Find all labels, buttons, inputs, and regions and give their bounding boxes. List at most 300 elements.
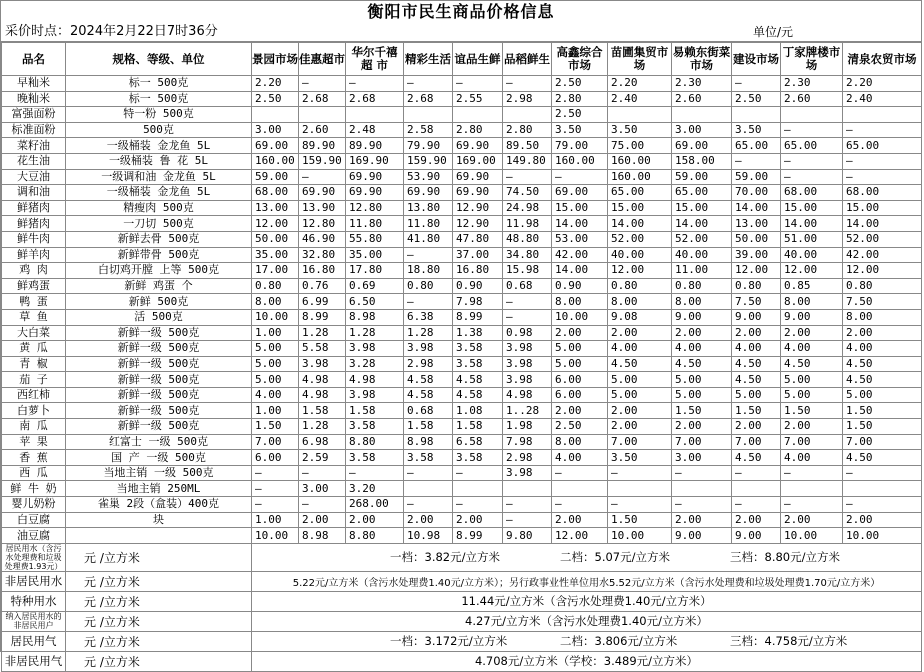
price-cell: — (404, 294, 453, 310)
price-cell: 53.00 (552, 231, 608, 247)
price-cell: 89.50 (503, 138, 552, 154)
product-spec: 新鲜 鸡蛋 个 (66, 278, 252, 294)
price-cell: 2.00 (453, 512, 503, 528)
price-cell: 3.58 (453, 450, 503, 466)
price-cell: 2.30 (672, 76, 732, 92)
product-spec: 新鲜去骨 500克 (66, 231, 252, 247)
price-cell (503, 107, 552, 123)
price-cell: 169.00 (453, 153, 503, 169)
price-cell: 5.00 (732, 387, 781, 403)
price-cell: 12.90 (453, 216, 503, 232)
price-cell: 32.80 (299, 247, 346, 263)
price-cell: 7.00 (672, 434, 732, 450)
price-cell (781, 481, 843, 497)
product-name: 西红柿 (2, 387, 66, 403)
price-cell: — (299, 169, 346, 185)
price-cell: 69.90 (453, 169, 503, 185)
product-spec: 标一 500克 (66, 76, 252, 92)
price-cell: 1.98 (503, 419, 552, 435)
price-cell: 10.00 (781, 528, 843, 544)
price-cell: 46.90 (299, 231, 346, 247)
utility-content: 11.44元/立方米（含污水处理费1.40元/立方米） (461, 594, 712, 609)
table-row (2, 512, 922, 528)
price-cell: 4.58 (404, 387, 453, 403)
price-cell: 69.90 (346, 185, 404, 201)
product-name: 富强面粉 (2, 107, 66, 123)
table-row (2, 497, 922, 513)
product-name: 青 椒 (2, 356, 66, 372)
utility-price (252, 571, 922, 591)
price-cell: 2.00 (672, 325, 732, 341)
price-cell: 2.00 (781, 512, 843, 528)
price-cell: — (404, 465, 453, 481)
price-cell: 4.50 (781, 356, 843, 372)
price-cell: 47.80 (453, 231, 503, 247)
utility-name: 居民用气 (2, 631, 66, 651)
price-cell: 149.80 (503, 153, 552, 169)
price-cell: 5.00 (781, 372, 843, 388)
product-spec (66, 528, 252, 544)
price-cell: 2.00 (732, 512, 781, 528)
product-spec: 雀巢 2段（盒装）400克 (66, 497, 252, 513)
price-cell: 4.98 (299, 372, 346, 388)
utility-price (252, 611, 922, 631)
price-cell: 3.50 (608, 122, 672, 138)
price-cell: 2.00 (552, 512, 608, 528)
price-cell: — (503, 497, 552, 513)
price-cell: 3.50 (608, 450, 672, 466)
price-cell (453, 481, 503, 497)
column-header: 规格、等级、单位 (66, 43, 252, 76)
price-cell: 12.80 (299, 216, 346, 232)
price-cell: 1.50 (672, 403, 732, 419)
price-cell: 3.00 (672, 450, 732, 466)
price-cell: 3.50 (552, 122, 608, 138)
price-cell: — (608, 465, 672, 481)
utility-tier: 一档：3.82元/立方米 (390, 550, 500, 565)
price-cell: 0.68 (503, 278, 552, 294)
price-cell: 2.00 (346, 512, 404, 528)
table-row (2, 528, 922, 544)
table-row (2, 169, 922, 185)
price-cell: 2.00 (672, 512, 732, 528)
price-cell: 10.98 (404, 528, 453, 544)
product-name: 调和油 (2, 185, 66, 201)
price-cell: 14.00 (732, 200, 781, 216)
price-cell: 37.00 (453, 247, 503, 263)
product-spec: 块 (66, 512, 252, 528)
header-row (2, 43, 922, 76)
price-cell: 12.00 (732, 263, 781, 279)
price-cell: 2.30 (781, 76, 843, 92)
price-cell (732, 107, 781, 123)
price-cell: 2.50 (732, 91, 781, 107)
price-cell: 160.00 (252, 153, 299, 169)
price-cell: 8.98 (346, 309, 404, 325)
price-cell: 169.90 (346, 153, 404, 169)
price-cell: 2.60 (781, 91, 843, 107)
column-header: 高鑫综合市场 (552, 43, 608, 76)
price-cell: 69.00 (552, 185, 608, 201)
price-cell: — (503, 309, 552, 325)
product-spec: 新鲜一级 500克 (66, 387, 252, 403)
price-cell: 5.00 (672, 387, 732, 403)
column-header: 品稻鲜生 (503, 43, 552, 76)
utility-content: 4.708元/立方米（学校：3.489元/立方米） (474, 654, 699, 669)
price-cell: 40.00 (781, 247, 843, 263)
price-cell (404, 107, 453, 123)
price-cell: 1.28 (299, 325, 346, 341)
price-cell: 12.80 (346, 200, 404, 216)
price-cell: — (843, 497, 922, 513)
price-cell: 2.59 (299, 450, 346, 466)
price-cell: 2.80 (552, 91, 608, 107)
product-spec: 当地主销 250ML (66, 481, 252, 497)
table-row (2, 247, 922, 263)
price-cell: 8.80 (346, 528, 404, 544)
price-cell: 4.50 (732, 372, 781, 388)
price-cell: 40.00 (672, 247, 732, 263)
price-cell (608, 481, 672, 497)
product-name: 白豆腐 (2, 512, 66, 528)
price-cell: 9.00 (781, 309, 843, 325)
column-header: 丁家牌楼市场 (781, 43, 843, 76)
price-cell: 59.00 (672, 169, 732, 185)
price-cell: 3.98 (404, 341, 453, 357)
price-cell: 10.00 (843, 528, 922, 544)
price-cell: 65.00 (732, 138, 781, 154)
price-cell: 15.00 (781, 200, 843, 216)
price-cell: 12.00 (843, 263, 922, 279)
price-cell: 13.00 (732, 216, 781, 232)
price-cell: 1.28 (404, 325, 453, 341)
price-cell: — (732, 497, 781, 513)
price-cell: 2.20 (608, 76, 672, 92)
price-cell: 7.50 (843, 294, 922, 310)
price-cell: 9.00 (732, 528, 781, 544)
table-row (2, 200, 922, 216)
price-cell: 12.90 (453, 200, 503, 216)
price-cell (299, 107, 346, 123)
price-cell (552, 481, 608, 497)
product-name: 鲜羊肉 (2, 247, 66, 263)
price-cell: — (252, 481, 299, 497)
price-cell: 59.00 (732, 169, 781, 185)
price-cell: 55.80 (346, 231, 404, 247)
utility-tier: 二档：5.07元/立方米 (560, 550, 670, 565)
product-name: 鲜鸡蛋 (2, 278, 66, 294)
price-cell: — (732, 76, 781, 92)
price-cell: 69.90 (299, 185, 346, 201)
price-cell: 1.50 (781, 403, 843, 419)
price-cell: — (781, 169, 843, 185)
table-row (2, 481, 922, 497)
price-cell: 6.38 (404, 309, 453, 325)
price-cell: 40.00 (608, 247, 672, 263)
utility-unit: 元 /立方米 (66, 611, 252, 631)
price-cell: 8.00 (252, 294, 299, 310)
price-cell: — (503, 76, 552, 92)
price-cell: — (453, 497, 503, 513)
utility-row (2, 543, 922, 571)
price-cell: — (404, 247, 453, 263)
product-spec: 一级桶装 金龙鱼 5L (66, 185, 252, 201)
price-cell: — (781, 122, 843, 138)
price-cell: 160.00 (552, 153, 608, 169)
product-name: 鲜猪肉 (2, 216, 66, 232)
price-cell: 1.50 (732, 403, 781, 419)
product-name: 南 瓜 (2, 419, 66, 435)
product-name: 大白菜 (2, 325, 66, 341)
price-cell: 50.00 (732, 231, 781, 247)
price-cell: 79.00 (552, 138, 608, 154)
price-cell (252, 107, 299, 123)
price-cell: 5.00 (552, 341, 608, 357)
price-cell: 48.80 (503, 231, 552, 247)
price-cell: 7.98 (453, 294, 503, 310)
price-cell: 1.58 (299, 403, 346, 419)
utility-tier: 三档：8.80元/立方米 (730, 550, 840, 565)
table-row (2, 294, 922, 310)
price-cell: 2.50 (252, 91, 299, 107)
utility-tier: 一档：3.172元/立方米 (390, 634, 508, 649)
product-name: 黄 瓜 (2, 341, 66, 357)
price-cell: 1.50 (608, 512, 672, 528)
price-cell: — (299, 76, 346, 92)
price-cell: 7.50 (732, 294, 781, 310)
price-cell: 5.00 (672, 372, 732, 388)
price-cell: 4.98 (346, 372, 404, 388)
price-cell: 14.00 (608, 216, 672, 232)
price-cell: — (552, 497, 608, 513)
price-cell: — (453, 465, 503, 481)
price-cell: 4.00 (843, 341, 922, 357)
price-cell: 3.98 (503, 465, 552, 481)
price-cell: 4.00 (552, 450, 608, 466)
price-cell: 2.80 (453, 122, 503, 138)
price-cell: 15.00 (608, 200, 672, 216)
price-cell: 1.00 (252, 325, 299, 341)
product-spec: 国 产 一级 500克 (66, 450, 252, 466)
price-cell: 0.80 (843, 278, 922, 294)
price-cell: 4.50 (608, 356, 672, 372)
price-cell: 1.38 (453, 325, 503, 341)
price-rows (2, 76, 922, 544)
price-cell: — (503, 512, 552, 528)
price-cell: — (552, 465, 608, 481)
price-cell: — (843, 122, 922, 138)
price-cell: 14.00 (552, 216, 608, 232)
price-cell: 8.80 (346, 434, 404, 450)
price-cell: 42.00 (552, 247, 608, 263)
price-cell: 8.00 (843, 309, 922, 325)
utility-row (2, 611, 922, 631)
utility-price (252, 651, 922, 671)
price-cell: 6.00 (552, 372, 608, 388)
price-cell: 2.50 (552, 107, 608, 123)
price-cell: 69.90 (453, 185, 503, 201)
column-header: 建设市场 (732, 43, 781, 76)
price-cell: 5.00 (252, 341, 299, 357)
price-cell: 3.00 (672, 122, 732, 138)
utility-price (252, 631, 922, 651)
table-row (2, 122, 922, 138)
price-cell: 12.00 (552, 528, 608, 544)
price-cell: — (781, 153, 843, 169)
utility-unit: 元 /立方米 (66, 571, 252, 591)
price-cell (732, 481, 781, 497)
table-row (2, 91, 922, 107)
price-cell: 10.00 (608, 528, 672, 544)
price-cell: 4.50 (732, 356, 781, 372)
price-cell: 9.80 (503, 528, 552, 544)
price-cell: 12.00 (608, 263, 672, 279)
price-cell: 6.99 (299, 294, 346, 310)
price-cell: 4.00 (781, 341, 843, 357)
product-spec: 新鲜一级 500克 (66, 372, 252, 388)
price-cell: — (608, 497, 672, 513)
price-cell: 2.00 (608, 403, 672, 419)
price-cell: — (843, 153, 922, 169)
price-cell: 2.20 (843, 76, 922, 92)
product-spec: 一级调和油 金龙鱼 5L (66, 169, 252, 185)
utility-name: 非居民用水 (2, 571, 66, 591)
price-cell: 4.58 (404, 372, 453, 388)
utility-unit: 元 /立方米 (66, 543, 252, 571)
price-cell: 69.00 (252, 138, 299, 154)
price-cell: 68.00 (781, 185, 843, 201)
price-cell: 2.00 (552, 403, 608, 419)
price-cell: 2.20 (252, 76, 299, 92)
price-cell: 0.69 (346, 278, 404, 294)
price-cell: 0.98 (503, 325, 552, 341)
price-cell: 35.00 (346, 247, 404, 263)
price-cell: 2.00 (732, 325, 781, 341)
product-name: 香 蕉 (2, 450, 66, 466)
price-cell: 10.00 (252, 309, 299, 325)
price-cell: 16.80 (299, 263, 346, 279)
price-cell: 0.90 (552, 278, 608, 294)
table-row (2, 138, 922, 154)
price-cell: — (346, 76, 404, 92)
price-cell: — (346, 465, 404, 481)
price-cell: 4.00 (252, 387, 299, 403)
price-cell: 2.00 (299, 512, 346, 528)
product-spec: 当地主销 一级 500克 (66, 465, 252, 481)
price-cell: 15.98 (503, 263, 552, 279)
price-cell: 1.50 (843, 419, 922, 435)
price-cell: 65.00 (843, 138, 922, 154)
price-cell: 8.98 (404, 434, 453, 450)
price-cell: 79.90 (404, 138, 453, 154)
table-row (2, 356, 922, 372)
table-row (2, 231, 922, 247)
price-cell: 4.98 (299, 387, 346, 403)
price-cell: 65.00 (608, 185, 672, 201)
price-cell: 5.00 (552, 356, 608, 372)
sheet-title: 衡阳市民生商品价格信息 (367, 2, 555, 21)
utility-unit: 元 /立方米 (66, 631, 252, 651)
price-cell: 70.00 (732, 185, 781, 201)
price-table (1, 42, 922, 672)
price-cell: 4.58 (453, 372, 503, 388)
price-cell: 2.00 (781, 325, 843, 341)
price-cell: 8.99 (453, 528, 503, 544)
product-name: 早籼米 (2, 76, 66, 92)
price-cell: 3.20 (346, 481, 404, 497)
price-cell: 3.00 (252, 122, 299, 138)
price-cell: — (404, 497, 453, 513)
utility-name: 非居民用气 (2, 651, 66, 671)
price-cell: 2.00 (843, 512, 922, 528)
price-cell: 3.00 (299, 481, 346, 497)
price-cell: — (404, 76, 453, 92)
price-cell: 39.00 (732, 247, 781, 263)
price-cell: 158.00 (672, 153, 732, 169)
price-cell: 0.80 (608, 278, 672, 294)
price-cell: 3.98 (503, 356, 552, 372)
product-name: 菜籽油 (2, 138, 66, 154)
price-cell: 11.00 (672, 263, 732, 279)
product-spec: 新鲜一级 500克 (66, 356, 252, 372)
table-row (2, 309, 922, 325)
price-cell: 0.80 (672, 278, 732, 294)
price-cell: 8.00 (608, 294, 672, 310)
table-row (2, 341, 922, 357)
collection-time: 采价时点：2024年2月22日7时36分 (5, 24, 218, 39)
product-name: 标准面粉 (2, 122, 66, 138)
price-cell: 13.80 (404, 200, 453, 216)
column-header: 佳惠超市 (299, 43, 346, 76)
product-spec: 白切鸡开膛 上等 500克 (66, 263, 252, 279)
price-cell: 11.98 (503, 216, 552, 232)
product-spec: 特一粉 500克 (66, 107, 252, 123)
unit-label: 单位/元 (753, 25, 794, 39)
price-cell: 1.00 (252, 403, 299, 419)
price-cell: — (503, 169, 552, 185)
price-cell: 65.00 (781, 138, 843, 154)
price-cell: 65.00 (672, 185, 732, 201)
price-cell: 5.00 (781, 387, 843, 403)
product-name: 鲜牛肉 (2, 231, 66, 247)
price-cell: 4.58 (453, 387, 503, 403)
price-cell: 3.98 (503, 372, 552, 388)
column-header: 清泉农贸市场 (843, 43, 922, 76)
price-cell (672, 107, 732, 123)
price-cell: 4.00 (672, 341, 732, 357)
price-cell: 2.00 (608, 419, 672, 435)
price-cell: 4.98 (503, 387, 552, 403)
price-cell: 2.60 (299, 122, 346, 138)
price-cell: 75.00 (608, 138, 672, 154)
price-cell: — (252, 497, 299, 513)
price-cell: 2.50 (552, 419, 608, 435)
price-cell: 159.90 (404, 153, 453, 169)
price-cell: 2.00 (608, 325, 672, 341)
price-cell: — (732, 153, 781, 169)
price-cell: 1.08 (453, 403, 503, 419)
price-cell (672, 481, 732, 497)
price-cell: 6.58 (453, 434, 503, 450)
price-cell: 1.58 (346, 403, 404, 419)
price-cell: 7.00 (843, 434, 922, 450)
price-cell: 7.00 (781, 434, 843, 450)
product-spec: 新鲜一级 500克 (66, 403, 252, 419)
price-cell: 4.00 (781, 450, 843, 466)
price-cell: 24.98 (503, 200, 552, 216)
product-name: 鲜 牛 奶 (2, 481, 66, 497)
table-row (2, 465, 922, 481)
